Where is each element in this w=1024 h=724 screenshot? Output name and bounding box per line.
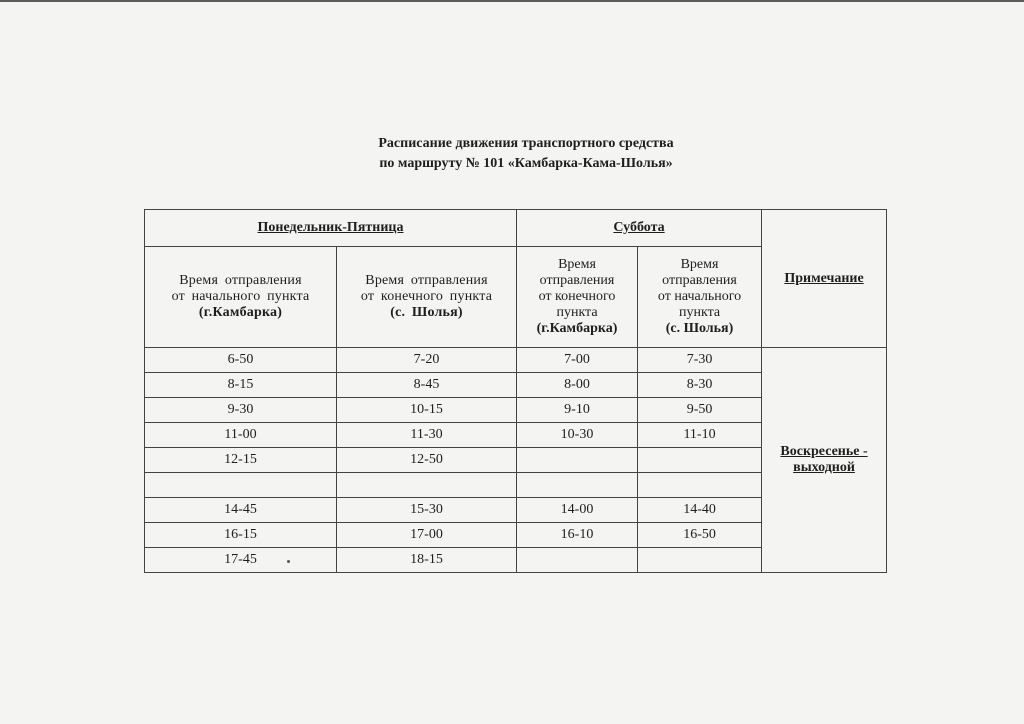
saturday-depart-start: 11-10	[638, 423, 762, 448]
saturday-depart-start: 9-50	[638, 398, 762, 423]
weekday-depart-start: 12-15	[145, 448, 337, 473]
weekday-depart-end	[337, 473, 517, 498]
col-header-line: от начального пункта	[171, 289, 310, 304]
saturday-depart-end: 10-30	[517, 423, 638, 448]
saturday-depart-start	[638, 448, 762, 473]
col-header-line: пункта	[678, 305, 721, 320]
saturday-depart-start: 16-50	[638, 523, 762, 548]
weekday-depart-start: 17-45	[145, 548, 337, 573]
weekday-depart-start	[145, 473, 337, 498]
col-header-line: пункта	[556, 305, 598, 320]
note-header-label: Примечание	[784, 270, 864, 286]
saturday-depart-start: 8-30	[638, 373, 762, 398]
weekday-depart-start: 9-30	[145, 398, 337, 423]
col-header-place: (с. Шолья)	[390, 305, 463, 320]
col-saturday-from-start	[638, 247, 762, 348]
group-header-row	[145, 210, 887, 247]
saturday-depart-end: 9-10	[517, 398, 638, 423]
saturday-depart-end	[517, 548, 638, 573]
col-header-place: (с. Шолья)	[665, 321, 734, 336]
weekday-depart-end: 12-50	[337, 448, 517, 473]
weekday-depart-start: 6-50	[145, 348, 337, 373]
weekday-depart-end: 7-20	[337, 348, 517, 373]
weekday-depart-end: 11-30	[337, 423, 517, 448]
col-weekday-from-start	[145, 247, 337, 348]
saturday-depart-start	[638, 548, 762, 573]
weekday-depart-start: 11-00	[145, 423, 337, 448]
weekday-depart-end: 10-15	[337, 398, 517, 423]
saturday-depart-end	[517, 473, 638, 498]
col-header-line: отправления	[662, 273, 737, 288]
col-header-line: Время	[680, 257, 719, 272]
weekday-depart-start: 8-15	[145, 373, 337, 398]
weekday-depart-start: 14-45	[145, 498, 337, 523]
col-header-place: (г.Камбарка)	[198, 305, 283, 320]
weekday-depart-end: 8-45	[337, 373, 517, 398]
saturday-depart-start	[638, 473, 762, 498]
table-row	[145, 348, 887, 373]
weekday-depart-end: 18-15	[337, 548, 517, 573]
group-weekdays-label: Понедельник-Пятница	[257, 220, 404, 235]
col-header-line: Время отправления	[365, 273, 488, 288]
col-weekday-from-end	[337, 247, 517, 348]
note-line-1: Воскресенье -	[780, 444, 868, 459]
col-header-line: Время	[558, 257, 596, 272]
saturday-depart-start: 7-30	[638, 348, 762, 373]
col-header-line: отправления	[539, 273, 615, 288]
title-line-2: по маршруту № 101 «Камбарка-Кама-Шолья»	[379, 156, 673, 171]
saturday-depart-end: 8-00	[517, 373, 638, 398]
group-saturday-label: Суббота	[613, 220, 665, 235]
col-saturday-from-end	[517, 247, 638, 348]
saturday-depart-end: 7-00	[517, 348, 638, 373]
scan-edge-line	[0, 0, 1024, 2]
stray-ink-mark	[287, 560, 290, 563]
weekday-depart-end: 17-00	[337, 523, 517, 548]
group-saturday-cell	[517, 210, 762, 247]
group-weekdays-cell	[145, 210, 517, 247]
note-cell	[762, 348, 887, 573]
col-header-place: (г.Камбарка)	[536, 321, 618, 336]
saturday-depart-start: 14-40	[638, 498, 762, 523]
note-line-2: выходной	[793, 460, 855, 475]
schedule-table	[144, 209, 887, 573]
note-header-cell	[762, 210, 887, 348]
col-header-line: Время отправления	[179, 273, 302, 288]
col-header-line: от конечного пункта	[360, 289, 493, 304]
col-header-line: от начального	[657, 289, 742, 304]
col-header-line: от конечного	[538, 289, 616, 304]
saturday-depart-end: 16-10	[517, 523, 638, 548]
weekday-depart-end: 15-30	[337, 498, 517, 523]
title-line-1: Расписание движения транспортного средства	[378, 136, 674, 151]
saturday-depart-end	[517, 448, 638, 473]
saturday-depart-end: 14-00	[517, 498, 638, 523]
weekday-depart-start: 16-15	[145, 523, 337, 548]
document-title	[0, 134, 1024, 174]
